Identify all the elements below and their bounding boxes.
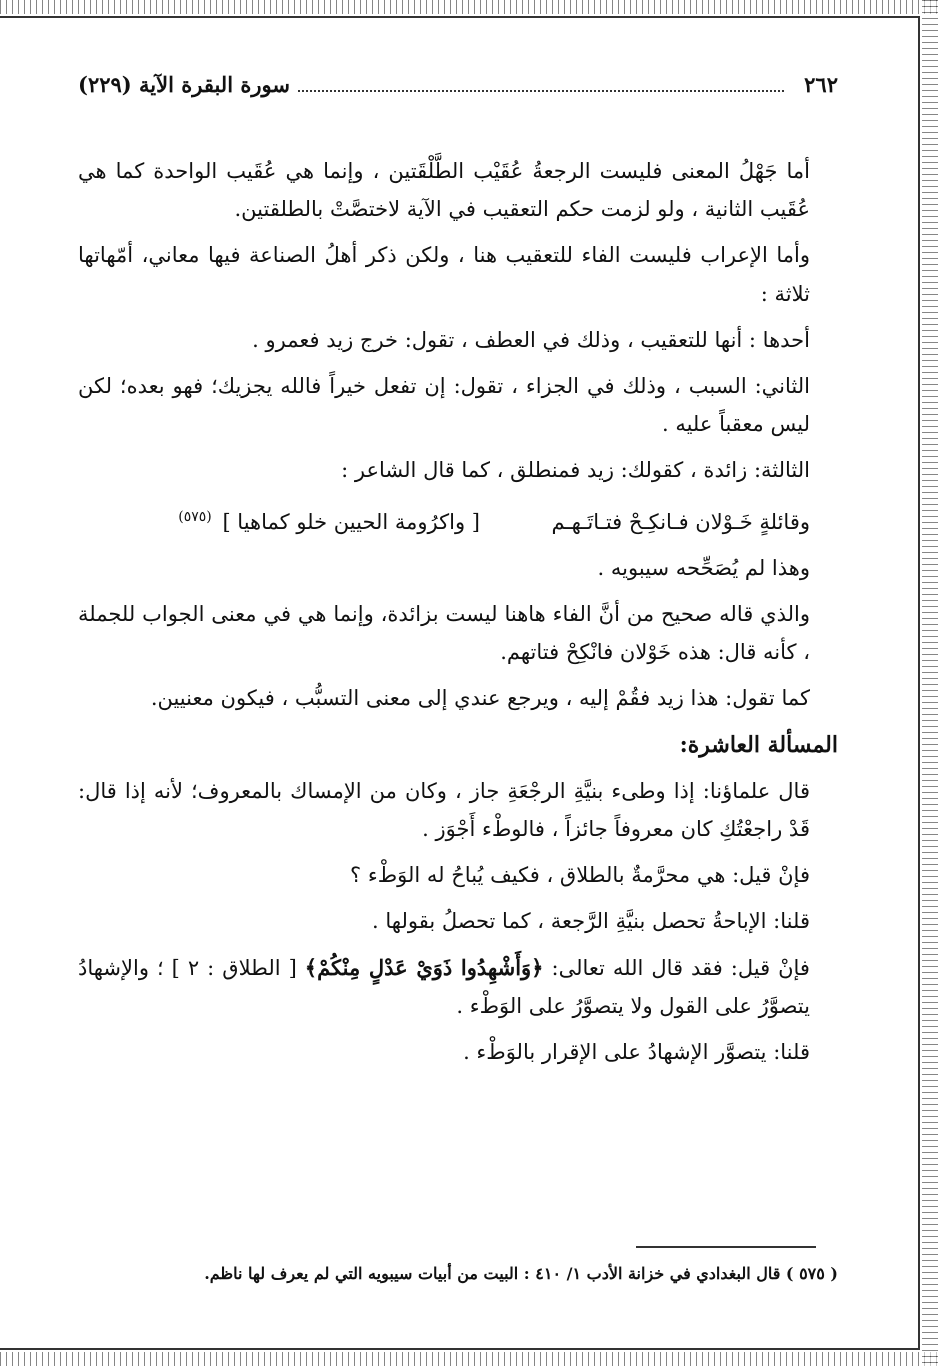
paragraph: والذي قاله صحيح من أنَّ الفاء هاهنا ليست بزائدة، وإنما هي في معنى الجواب للجملة ، كأنه قال: هذه خَوْلان فانْكِحْ فتاتهم. <box>78 602 810 665</box>
paragraph <box>78 949 838 1025</box>
paragraph: أحدها : أنها للتعقيب ، وذلك في العطف ، تقول: خرج زيد فعمرو . <box>252 327 810 352</box>
paragraph: وهذا لم يُصَحِّحه سيبويه . <box>597 555 810 580</box>
section-heading: المسألة العاشرة: <box>679 731 838 758</box>
footnote: ( ٥٧٥ ) قال البغدادي في خزانة الأدب ١/ ٤١٠ : البيت من أبيات سيبويه التي لم يعرف لها ناظم. <box>204 1264 838 1283</box>
paragraph: قلنا: الإباحةُ تحصل بنيَّةِ الرَّجعة ، كما تحصلُ بقولها . <box>372 909 810 934</box>
paragraph: كما تقول: هذا زيد فقُمْ إليه ، ويرجع عندي إلى معنى التسبُّب ، فيكون معنيين. <box>150 686 810 711</box>
verse-hemistich-second-text: [ واكرُومة الحيين خلو كماهيا ] <box>222 509 480 534</box>
main-text <box>78 152 838 1079</box>
header-leader-dots <box>298 76 784 92</box>
paragraph: الثالثة: زائدة ، كقولك: زيد فمنطلق ، كما قال الشاعر : <box>341 458 810 483</box>
header-title: سورة البقرة الآية (٢٢٩) <box>78 71 290 97</box>
border-right <box>922 0 938 1366</box>
poetry-verse <box>78 498 838 541</box>
quran-quote: ﴿وَأَشْهِدُوا ذَوَيْ عَدْلٍ مِنْكُمْ﴾ <box>304 954 544 980</box>
verse-hemistich-first: وقائلةٍ خَـوْلان فـانكِـحْ فتـاتَـهـم <box>551 509 810 534</box>
paragraph: فإنْ قيل: هي محرَّمةٌ بالطلاق ، فكيف يُباحُ له الوَطْء ؟ <box>350 863 810 888</box>
footnote-marker: (٥٧٥) <box>178 508 212 525</box>
border-top <box>0 0 938 14</box>
border-line-bottom <box>0 1348 920 1350</box>
paragraph: أما جَهْلُ المعنى فليست الرجعةُ عُقَيْب الطَّلْقَتين ، وإنما هي عُقَيب الواحدة كما هي عُقَيب الثانية ، ولو لزمت حكم التعقيب في الآية لاختصَّتْ بالطلقتين. <box>78 159 810 222</box>
paragraph: قلنا: يتصوَّر الإشهادُ على الإقرار بالوَطْء . <box>463 1040 810 1065</box>
paragraph: الثاني: السبب ، وذلك في الجزاء ، تقول: إن تفعل خيراً فالله يجزيك؛ فهو بعده؛ لكن ليس معقباً عليه . <box>78 374 810 437</box>
paragraph: قال علماؤنا: إذا وطىء بنيَّةِ الرجْعَةِ جاز ، وكان من الإمساك بالمعروف؛ لأنه إذا قال: قَدْ راجعْتُكِ كان معروفاً جائزاً ، فالوطْء أَجْوَز . <box>78 778 810 842</box>
paragraph-text: فإنْ قيل: فقد قال الله تعالى: <box>551 955 810 980</box>
running-header <box>78 66 838 102</box>
verse-hemistich-second <box>78 498 480 541</box>
paragraph: وأما الإعراب فليست الفاء للتعقيب هنا ، ولكن ذكر أهلُ الصناعة فيها معاني، أمّهاتها ثلاثة : <box>78 243 810 306</box>
footnote-separator <box>636 1246 816 1248</box>
page-number: ٢٦٢ <box>804 71 838 97</box>
border-line-top <box>0 16 920 18</box>
border-bottom <box>0 1352 938 1366</box>
paragraph-text: [ الطلاق : ٢ ] ؛ والإشهادُ يتصوَّرُ على القول ولا يتصوَّرُ على الوَطْء . <box>78 955 810 1018</box>
border-line-right <box>918 16 920 1350</box>
